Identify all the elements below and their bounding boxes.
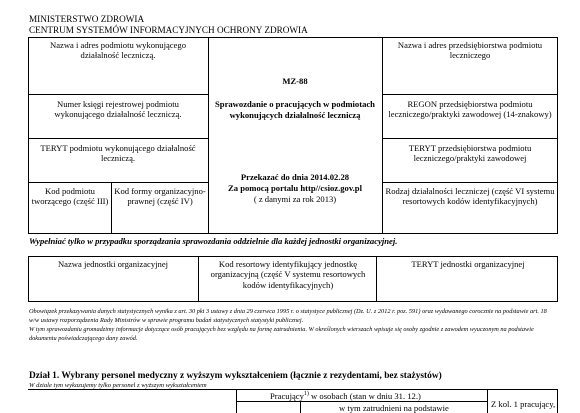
legal-note-1: Obowiązek przekazywania danych statystycznych wynika z art. 30 pkt 3 ustawy z dnia 29 czerwca 1995 r. o statystyce publicznej (Dz. U. z 2012 r. poz. 591) oraz wydawanego corocznie na podstawie art. 18 w/w ustawy rozporządzenia Rady Ministrów w sprawie programu badań statystycznych statystyki publicznej. xyxy=(29,308,547,324)
left-bottom-split xyxy=(111,182,112,233)
grid-top-line xyxy=(28,37,558,38)
enterprise-name-label: Nazwa i adres przedsiębiorstwa podmiotu leczniczego xyxy=(397,40,543,61)
left-divider-2 xyxy=(28,138,208,139)
report-title: Sprawozdanie o pracujących w podmiotach wykonujących działalność leczniczą xyxy=(215,99,375,120)
section-table-sub-split xyxy=(300,401,301,413)
regon-label: REGON przedsiębiorstwa podmiotu leczniczego/praktyki zawodowej (14-znakowy) xyxy=(388,99,552,120)
section-table-top xyxy=(28,389,558,390)
grid-bottom-line xyxy=(28,233,558,234)
right-header-label: Z kol. 1 pracujący, xyxy=(491,399,556,409)
left-divider-1 xyxy=(28,94,208,95)
grid-col-divider-2 xyxy=(382,37,383,233)
org-unit-code-label: Kod resortowy identyfikujący jednostkę organizacyjną (część V systemu resortowych kodów identyfikacyjnych) xyxy=(210,259,366,290)
podmiot-name-address-label: Nazwa i adres podmiotu wykonującego działalność leczniczą. xyxy=(49,40,187,61)
right-divider-1 xyxy=(382,94,557,95)
year-note: ( z danymi za rok 2013) xyxy=(253,194,337,204)
employed-label: w tym zatrudnieni na podstawie xyxy=(339,403,449,413)
teryt-enterprise-label: TERYT przedsiębiorstwa podmiotu leczniczego/praktyki zawodowej xyxy=(408,143,532,164)
section-table-sub-line xyxy=(236,401,487,402)
org-unit-name-label: Nazwa jednostki organizacyjnej xyxy=(57,259,169,269)
grid-col-divider-1 xyxy=(208,37,209,233)
grid-right-border xyxy=(557,37,558,233)
form-code: MZ-88 xyxy=(282,76,308,86)
legal-note-2: W tym sprawozdaniu gromadzimy informacje dotyczące osób pracujących bez względu na formę zatrudnienia. W określonych wierszach wpisuje się osoby zgodnie z zawodem wyuczonym na podstawie dokumentu poświadczającego dany zawód. xyxy=(29,326,534,342)
grid-left-border xyxy=(28,37,29,233)
ministry-name: MINISTERSTWO ZDROWIA xyxy=(29,14,145,24)
register-number-label: Numer księgi rejestrowej podmiotu wykonującego działalność leczniczą. xyxy=(54,99,182,120)
working-header xyxy=(270,391,421,401)
section-1-subtitle: W dziale tym wykazujemy tylko personel z wyższym wykształceniem xyxy=(29,382,207,389)
persons-label: w osobach (stan w dniu 31. 12.) xyxy=(311,391,421,401)
section-table-split-right xyxy=(487,389,488,413)
portal-link[interactable]: Za pomocą portalu http//csioz.gov.pl xyxy=(228,183,362,193)
section-table-right-border xyxy=(557,389,558,413)
org-form-code-label: Kod formy organizacyjno-prawnej (część IV) xyxy=(114,186,206,207)
section-1-title: Dział 1. Wybrany personel medyczny z wyższym wykształceniem (łącznie z rezydentami, bez stażystów) xyxy=(29,371,442,381)
unit-code-label: Kod podmiotu tworzącego (część III) xyxy=(31,186,109,207)
working-label: Pracujący xyxy=(270,391,304,401)
right-divider-3 xyxy=(382,182,557,183)
org-table-split-2 xyxy=(376,256,377,302)
left-divider-3 xyxy=(28,182,208,183)
deadline: Przekazać do dnia 2014.02.28 xyxy=(240,172,350,182)
footnote-marker: 1) xyxy=(303,391,309,398)
teryt-podmiot-label: TERYT podmiotu wykonującego działalność leczniczą. xyxy=(40,143,196,164)
org-table-split-1 xyxy=(198,256,199,302)
separate-unit-note: Wypełniać tylko w przypadku sporządzania sprawozdania oddzielnie dla każdej jednostki organizacyjnej. xyxy=(29,236,398,246)
center-name: CENTRUM SYSTEMÓW INFORMACYJNYCH OCHRONY ZDROWIA xyxy=(29,25,308,35)
activity-type-label: Rodzaj działalności leczniczej (część VI systemu resortowych kodów identyfikacyjnych) xyxy=(385,186,555,207)
org-unit-teryt-label: TERYT jednostki organizacyjnej xyxy=(411,259,525,269)
right-divider-2 xyxy=(382,138,557,139)
